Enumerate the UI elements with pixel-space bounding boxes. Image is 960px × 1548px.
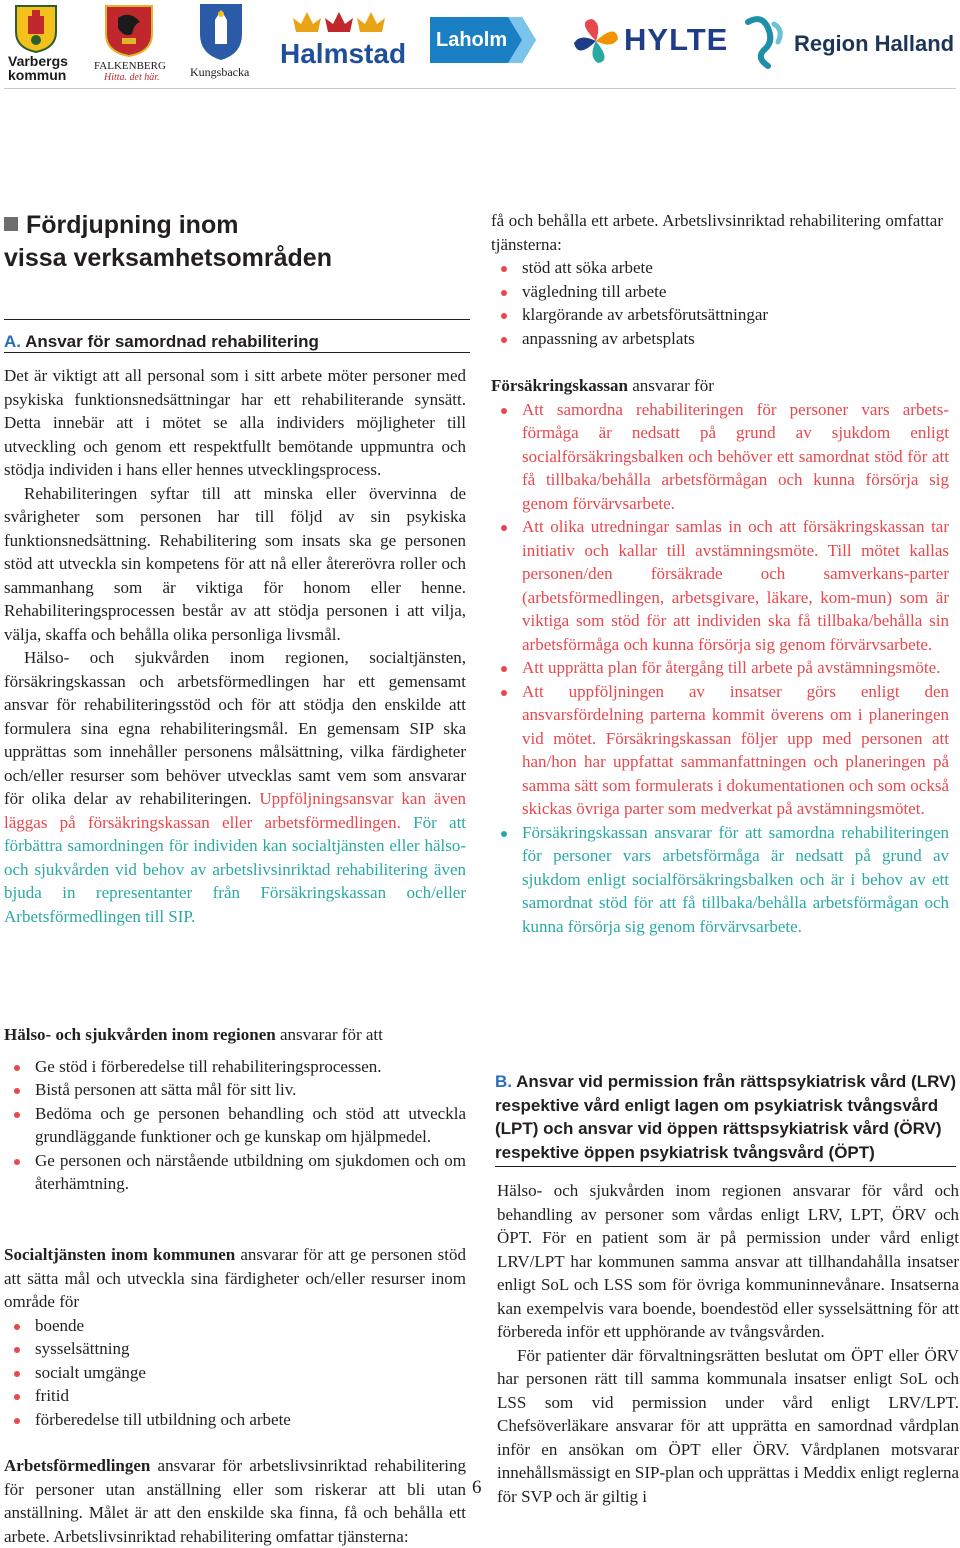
- part-a-body: [4, 364, 466, 928]
- region-halland-logo: [744, 16, 956, 68]
- section-square-icon: [4, 217, 18, 231]
- part-b-rule: [495, 1166, 956, 1167]
- part-a-heading: [4, 330, 470, 354]
- list-item: Att samordna rehabiliteringen för personer vars arbets-förmåga är nedsatt på grund av sjukdom enligt socialförsäkringsbalken och behöver ett samordnat stöd för att få tillbaka/behålla arbetsförmågan och kunna försörja sig genom förvärvsarbete.: [491, 398, 949, 516]
- part-b-heading: [495, 1070, 957, 1164]
- hs-intro-rest: ansvarar för att: [275, 1025, 383, 1044]
- hs-intro: [4, 1023, 466, 1047]
- soc-intro: [4, 1243, 466, 1314]
- hs-intro-bold: Hälso- och sjukvården inom regionen: [4, 1025, 276, 1044]
- list-item: vägledning till arbete: [491, 280, 943, 304]
- halmstad-crowns-icon: [292, 10, 392, 36]
- header-divider: [4, 88, 956, 89]
- falkenberg-slogan: Hitta. det här.: [104, 72, 160, 83]
- varbergs-kommun-logo: [6, 4, 66, 84]
- laholm-caption: Laholm: [436, 29, 508, 51]
- hylte-caption: HYLTE: [624, 22, 729, 57]
- af-intro-bold: Arbetsförmedlingen: [4, 1456, 151, 1475]
- fk-list: [491, 398, 949, 821]
- hs-block: [4, 1023, 466, 1196]
- list-item: förberedelse till utbildning och arbete: [4, 1408, 466, 1432]
- af-continued-block: [491, 209, 943, 350]
- part-a-paragraph-2: Rehabiliteringen syftar till att minska eller övervinna de svårigheter som personen har till följd av sin psykiska funktionsnedsättning. Rehabilitering som insats ska ge personen stöd att utveckla sin kompetens för att nå eller återerövra roller och sammanhang som är viktiga för honom eller henne. Rehabiliteringsprocessen består av att stödja personen i att vilja, välja, skaffa och behålla olika personliga livsmål.: [4, 483, 466, 644]
- part-a-title: Ansvar för samordnad rehabilitering: [25, 332, 319, 351]
- heading-rule-top: [4, 319, 470, 320]
- list-item: Ge stöd i förberedelse till rehabiliteringsprocessen.: [4, 1055, 466, 1079]
- part-b-paragraph-1: Hälso- och sjukvården inom regionen ansvarar för vård och behandling av personer som vårdas enligt LRV, LPT, ÖRV och ÖPT. För en patient som är på permission under vård enligt LRV/LPT har kommunen samma ansvar att tillhandahålla insatser enligt SoL och LSS som för övriga kommuninnevånare. Insatserna kan exempelvis vara boende, boendestöd eller sysselsättning för att förbereda inför ett upphörande av tvångsvården.: [497, 1181, 959, 1341]
- list-item: Bedöma och ge personen behandling och stöd att utveckla grundläggande funktioner och ge kunskap om hjälpmedel.: [4, 1102, 466, 1149]
- af-intro: [4, 1454, 466, 1548]
- part-b-title: Ansvar vid permission från rättspsykiatrisk vård (LRV) respektive vård enligt lagen om psykiatrisk tvångsvård (LPT) och ansvar vid öppen rättspsykiatrisk vård (ÖRV) respektive öppen psykiatrisk tvångsvård (ÖPT): [495, 1072, 957, 1162]
- section-title: [4, 209, 470, 275]
- kungsbacka-crest-icon: [196, 2, 246, 62]
- laholm-logo: [430, 17, 536, 63]
- list-item: boende: [4, 1314, 466, 1338]
- halmstad-logo: [280, 10, 407, 72]
- region-halland-caption: Region Halland: [794, 31, 955, 56]
- soc-list: [4, 1314, 466, 1432]
- halmstad-caption: Halmstad: [280, 38, 407, 69]
- fk-intro: [491, 374, 949, 398]
- hylte-logo: [570, 16, 729, 66]
- part-b-letter: B.: [495, 1072, 512, 1091]
- part-a-paragraph-3: [4, 646, 466, 928]
- soc-block: [4, 1243, 466, 1431]
- part-a-paragraph-1: Det är viktigt att all personal som i sitt arbete möter personer med psykiska funktionsnedsättningar har ett rehabiliterande synsätt. Detta innebär att i mötet se alla individers möjligheter till utveckling och genom ett respektfullt bemötande uppmuntra och stödja individen i hans eller hennes utvecklingsprocess.: [4, 366, 466, 479]
- section-title-line-1: Fördjupning inom: [26, 211, 239, 239]
- falkenberg-crest-icon: [94, 4, 164, 58]
- af-intro-rest: ansvarar för arbetslivsinriktad rehabilitering för personer utan anställning eller som riskerar att bli utan anställning. Målet är att den enskilde ska finna, få och behålla ett arbete. Arbetslivsinriktad rehabilitering omfattar tjänsterna:: [4, 1456, 466, 1546]
- af-continued: få och behålla ett arbete. Arbetslivsinriktad rehabilitering omfattar tjänsterna:: [491, 211, 943, 254]
- list-item: Ge personen och närstående utbildning om sjukdomen och om återhämtning.: [4, 1149, 466, 1196]
- varberg-crest-icon: [6, 4, 66, 54]
- af-list: [491, 256, 943, 350]
- part-b-paragraph-2: För patienter där förvaltningsrätten beslutat om ÖPT eller ÖRV har personen rätt till samma kommunala insatser enligt SoL och LSS som vid permission under vård enligt LRV/LPT. Chefsöverläkare ansvarar för att upprätta en samordnad vårdplan inför en ansökan om ÖPT eller ÖRV. Vårdplanen motsvarar innehållsmässigt en SIP-plan och upprättas i Meddix enligt reglerna för SVP och är giltig i: [497, 1345, 959, 1506]
- list-item: fritid: [4, 1384, 466, 1408]
- list-item: sysselsättning: [4, 1337, 466, 1361]
- part-a-letter: A.: [4, 332, 21, 351]
- fk-list-teal: [491, 821, 949, 939]
- fk-block: [491, 374, 949, 938]
- list-item: Att upprätta plan för återgång till arbete på avstämningsmöte.: [491, 656, 949, 680]
- varberg-caption-1: Varbergs: [8, 53, 68, 69]
- logo-bar: [0, 0, 960, 90]
- list-item: Att uppföljningen av insatser görs enligt den ansvarsfördelning parterna kommit överens om i planeringen vid mötet. Försäkringskassan följer upp med personen att han/hon har uppfattat sammanfattningen och planeringen på samma sätt som formulerats i dokumentationen och som också skickas övriga parter som medverkat på avstämningsmötet.: [491, 680, 949, 821]
- soc-intro-bold: Socialtjänsten inom kommunen: [4, 1245, 236, 1264]
- hylte-flower-icon: [570, 16, 622, 66]
- section-title-line-2: vissa verksamhetsområden: [4, 244, 332, 272]
- list-item: Bistå personen att sätta mål för sitt liv.: [4, 1078, 466, 1102]
- af-intro-block: [4, 1454, 466, 1546]
- coordination-note: För att förbättra samordningen för individen kan socialtjänsten eller hälso- och sjukvården vid behov av arbetslivsinriktad rehabilitering även bjuda in representanter från Försäkringskassan och/eller Arbetsförmedlingen till SIP.: [4, 812, 467, 926]
- kungsbacka-logo: [190, 2, 254, 82]
- list-item: Försäkringskassan ansvarar för att samordna rehabiliteringen för personer vars arbetsförmåga är nedsatt på grund av sjukdom enligt socialförsäkringsbalken och är i behov av ett samordnat stöd för att få tillbaka/behålla arbetsförmågan och kunna försörja sig genom förvärvsarbete.: [491, 821, 949, 939]
- page-number: 6: [472, 1477, 482, 1498]
- soc-intro-rest: ansvarar för att ge personen stöd att sätta mål och utveckla sina färdigheter och/eller resurser inom område för: [4, 1245, 466, 1311]
- list-item: stöd att söka arbete: [491, 256, 943, 280]
- fk-intro-rest: ansvarar för: [627, 376, 714, 395]
- followup-note: Uppföljningsansvar kan även läggas på försäkringskassan eller arbetsförmedlingen.: [4, 789, 466, 832]
- part-a-paragraph-3-text: Hälso- och sjukvården inom regionen, socialtjänsten, försäkringskassan och arbetsförmedlingen har ett gemensamt ansvar för rehabiliteringsstöd och för att stödja den enskilde att formulera sina egna rehabiliteringsmål. En gemensam SIP ska upprättas som innehåller personens målsättning, vilka färdigheter och/eller resurser som behöver utvecklas samt vem som ansvarar för olika delar av rehabiliteringen.: [4, 648, 466, 808]
- heading-rule-bottom: [4, 352, 470, 353]
- list-item: socialt umgänge: [4, 1361, 466, 1385]
- list-item: anpassning av arbetsplats: [491, 327, 943, 351]
- part-b-body: [497, 1179, 959, 1531]
- kungsbacka-caption: Kungsbacka: [190, 65, 250, 79]
- varberg-caption-2: kommun: [8, 67, 67, 83]
- falkenberg-logo: [94, 4, 164, 84]
- hs-list: [4, 1055, 466, 1196]
- falkenberg-caption: FALKENBERG: [94, 60, 166, 72]
- region-halland-wave-icon: [744, 16, 792, 68]
- fk-intro-bold: Försäkringskassan: [491, 376, 628, 395]
- list-item: Att olika utredningar samlas in och att försäkringskassan tar initiativ och kallar till avstämningsmöte. Till mötet kallas personen/den försäkrade och samverkans-parter (arbetsförmedlingen, arbetsgivare, läkare, kom-mun) som är viktiga som stöd för att individen ska få tillbaka/behålla sin arbetsförmåga och kunna försörja sig genom förvärvsarbete.: [491, 515, 949, 656]
- list-item: klargörande av arbetsförutsättningar: [491, 303, 943, 327]
